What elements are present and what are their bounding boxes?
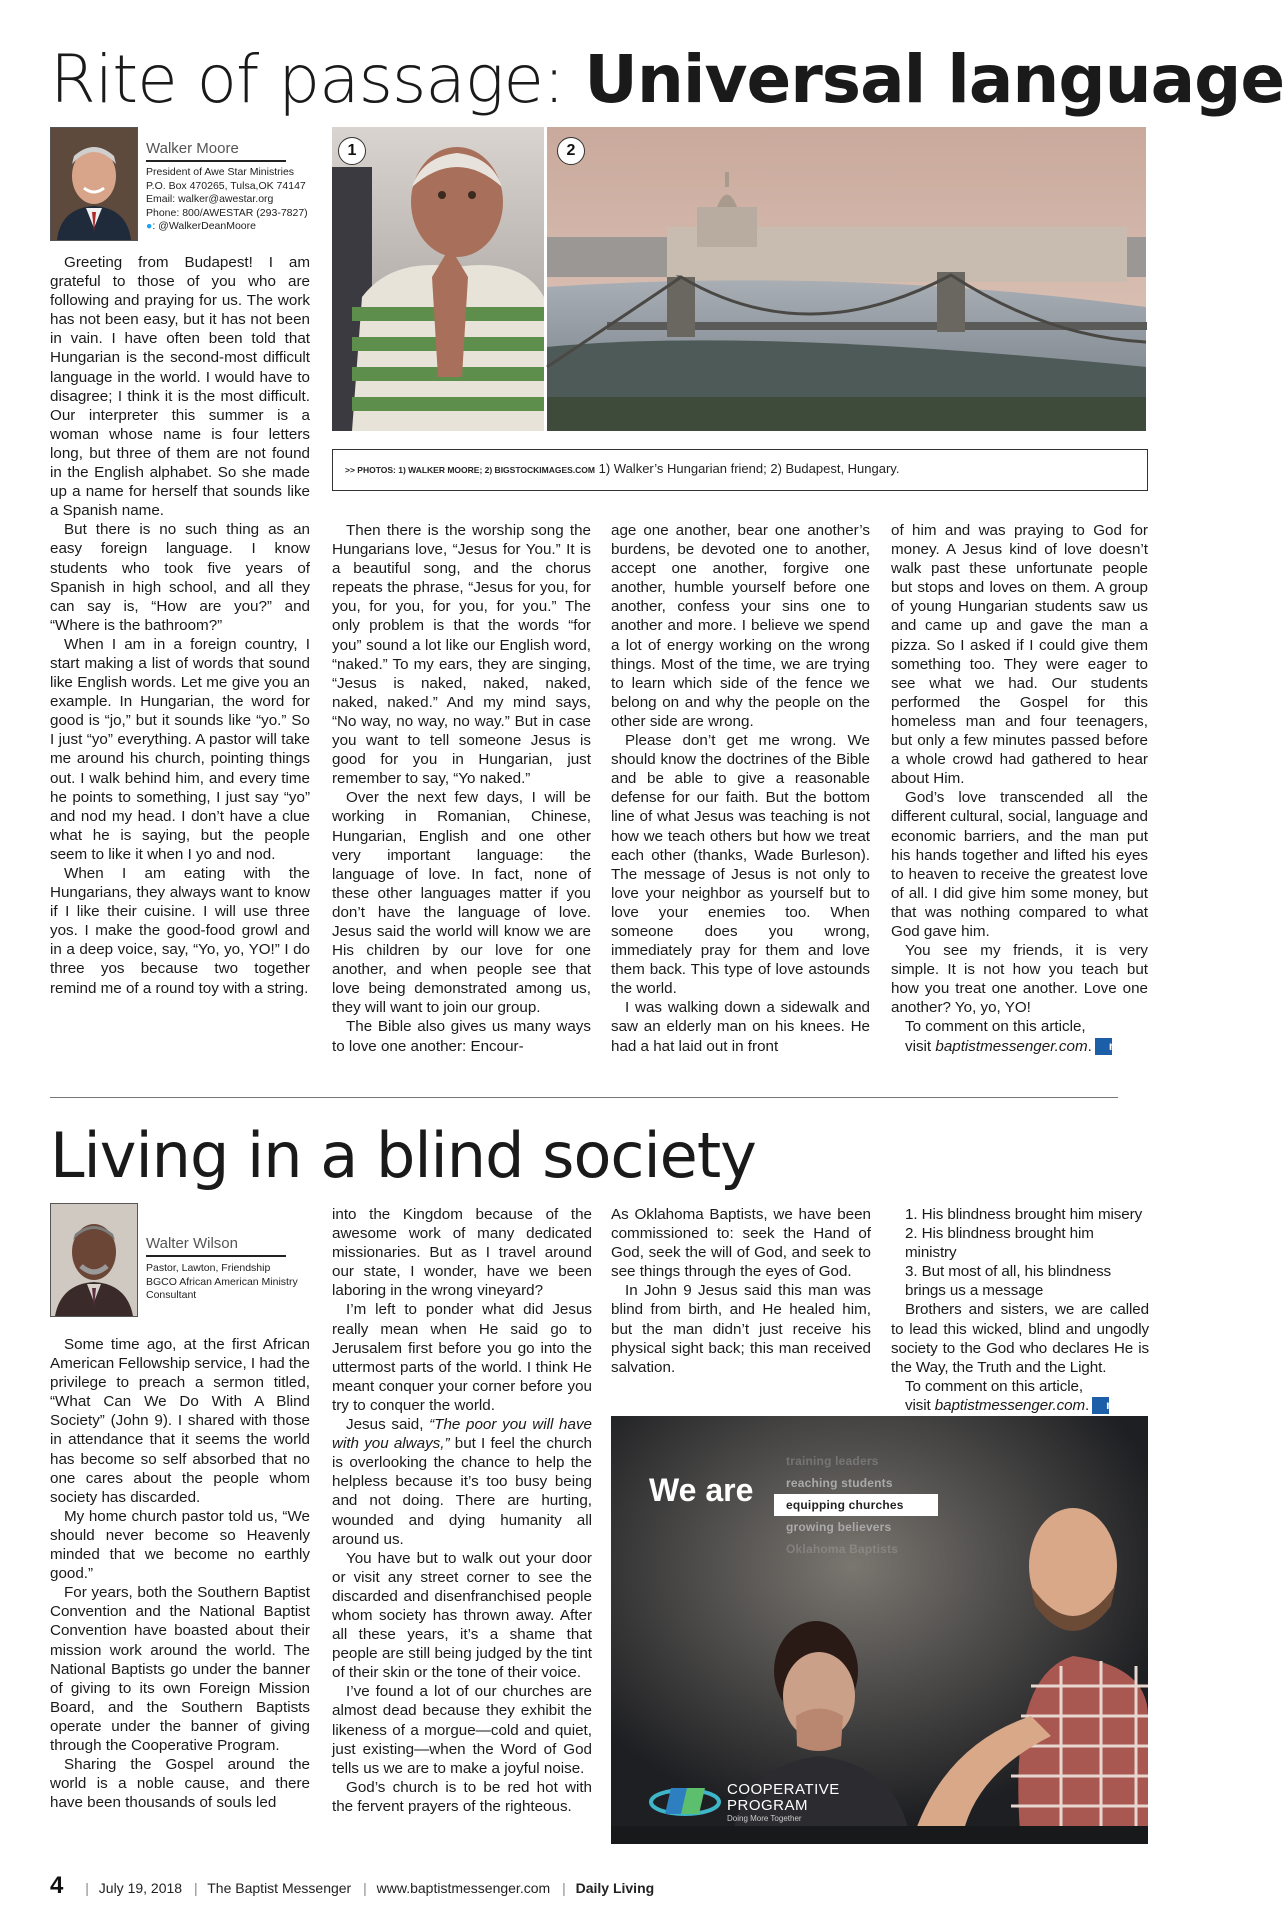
paragraph: You have but to walk out your door or visit any street corner to see the discarded and disenfranchised people whom society has thrown away. After all these years, it’s a shame that people are still being judged by the tint of their skin or the tone of their voice.	[332, 1549, 592, 1682]
photo-budapest	[547, 127, 1146, 431]
headline-bold: Universal language	[584, 41, 1284, 118]
author-photo-walker-moore	[50, 127, 138, 241]
photo-badge-2: 2	[557, 137, 585, 165]
article2-col2	[332, 1205, 592, 1816]
cp-logo-line1: COOPERATIVE	[727, 1781, 840, 1798]
ad-headline: We are	[649, 1472, 754, 1508]
paragraph: Greeting from Budapest! I am grateful to those of you who are following and praying for us. The work has not been easy, but it has not been in vain. I have often been told that Hungarian is the second-most difficult language in the world. I would have to disagree; I think it is the most difficult. Our interpreter this summer is a woman whose name is four letters long, but three of them are not found in the English alphabet. So she made up a name for herself that sounds like a Spanish name.	[50, 254, 310, 520]
paragraph: I’ve found a lot of our churches are almost dead because they exhibit the likeness of a morgue—cold and quiet, just existing—when the Word of God tells us we are to make a joyful noise.	[332, 1683, 592, 1777]
paragraph: I’m left to ponder what did Jesus really mean when He said go to Jerusalem first before you go into the uttermost parts of the world. I think He meant conquer your corner before you try to conquer the world.	[332, 1301, 592, 1414]
author-address: P.O. Box 470265, Tulsa,OK 74147	[146, 179, 306, 192]
article1-col1	[50, 253, 310, 998]
paragraph: In John 9 Jesus said this man was blind from birth, and He healed him, but the man didn’t just receive his physical sight back; this man received salvation.	[611, 1282, 871, 1376]
footer-website[interactable]: www.baptistmessenger.com	[376, 1880, 551, 1896]
comment-link: visit baptistmessenger.com. m	[905, 1396, 1117, 1414]
paragraph: The Bible also gives us many ways to love one another: Encour-	[332, 1018, 591, 1055]
paragraph: As Oklahoma Baptists, we have been commissioned to: seek the Hand of God, seek the will of God, and seek to see things through the eyes of God.	[611, 1206, 871, 1281]
paragraph: When I am in a foreign country, I start making a list of words that sound like English words. Let me give you an example. In Hungarian, the word for good is “jo,” but it sounds like “yo.” So I just “yo” everything. A pastor will take me around his church, pointing things out. I walk behind him, and every time he points to something, I just say “yo” and nod my head. I don’t have a clue what he is saying, but the people seem to like it when I yo and nod.	[50, 635, 310, 863]
author-rule	[146, 1255, 286, 1257]
photo-caption	[332, 449, 1148, 491]
author-phone: Phone: 800/AWESTAR (293-7827)	[146, 206, 308, 219]
caption-credit: >> PHOTOS: 1) WALKER MOORE; 2) BIGSTOCKIMAGES.COM	[345, 465, 595, 475]
site-link[interactable]: baptistmessenger.com	[935, 1037, 1088, 1055]
article2-col4	[891, 1205, 1149, 1415]
blindness-list	[891, 1205, 1149, 1300]
paragraph: Please don’t get me wrong. We should know the doctrines of the Bible and be able to give a reasonable defense for our faith. But the bottom line of what Jesus was teaching is not how we teach others but how we treat each other (thanks, Wade Burleson). The message of Jesus is not only to love your neighbor as yourself but to love your enemies too. When someone does you wrong, immediately pray for them and love them back. This type of love astounds the world.	[611, 732, 870, 998]
article1-col2	[332, 521, 591, 1056]
article1-headline	[50, 40, 1284, 120]
paragraph: My home church pastor told us, “We should never become so Heavenly minded that we become no earthly good.”	[50, 1507, 310, 1583]
ad-item: Oklahoma Baptists	[786, 1542, 899, 1556]
paragraph: Over the next few days, I will be working in Romanian, Chinese, Hungarian, English and one other very important language: the language of love. In fact, none of these other languages matter if you don’t have the language of love. Jesus said the world will know we are His children by our love for one another, and when people see that love being demonstrated among us, they will want to join our group.	[332, 789, 591, 1017]
paragraph: Brothers and sisters, we are called to lead this wicked, blind and ungodly society to the God who declares He is the Way, the Truth and the Light.	[891, 1301, 1149, 1376]
paragraph: of him and was praying to God for money. A Jesus kind of love doesn’t walk past these unfortunate people but stops and loves on them. A group of young Hungarian students saw us and came up and gave the man a pizza. So I asked if I could give them something too. They were eager to see what we had. Our students performed the Gospel for this homeless man and four teenagers, but only a few minutes passed before a whole crowd had gathered to hear about Him.	[891, 522, 1148, 788]
cp-logo-tagline: Doing More Together	[727, 1814, 802, 1823]
paragraph: into the Kingdom because of the awesome work of many dedicated missionaries. But as I travel around our state, I wonder, have we been laboring in the wrong vineyard?	[332, 1206, 592, 1300]
list-item: 3. But most of all, his blindness brings us a message	[905, 1263, 1112, 1300]
cp-logo-line2: PROGRAM	[727, 1797, 809, 1814]
ad-menu	[774, 1450, 938, 1560]
comment-link: visit baptistmessenger.com. m	[905, 1037, 1120, 1055]
paragraph: I was walking down a sidewalk and saw an elderly man on his knees. He had a hat laid out in front	[611, 999, 870, 1055]
paragraph: God’s love transcended all the different cultural, social, language and economic barriers, and the man put his hands together and lifted his eyes to heaven to receive the greatest love of all. I did give him some money, but that was nothing compared to what God gave him.	[891, 789, 1148, 940]
author-info	[146, 1262, 298, 1303]
photo-badge-1: 1	[338, 137, 366, 165]
paragraph: God’s church is to be red hot with the fervent prayers of the righteous.	[332, 1778, 592, 1815]
page-number: 4	[50, 1872, 64, 1899]
paragraph: age one another, bear one another’s burdens, be devoted one to another, accept one another, forgive one another, humble yourself before one another, confess your sins one to another and more. I believe we spend a lot of energy working on the wrong things. Most of the time, we are trying to learn which side of the fence we belong on and why the people on the other side are wrong.	[611, 522, 870, 730]
author-role-2: Consultant	[146, 1289, 197, 1301]
author-role: BGCO African American Ministry	[146, 1275, 298, 1288]
messenger-logo-icon: m	[1092, 1397, 1109, 1414]
caption-text: 1) Walker’s Hungarian friend; 2) Budapest, Hungary.	[595, 461, 900, 476]
author-title: Pastor, Lawton, Friendship	[146, 1262, 271, 1274]
photo-hungarian-friend	[332, 127, 544, 431]
author-rule	[146, 160, 286, 162]
paragraph: For years, both the Southern Baptist Convention and the National Baptist Convention have boasted about their mission work around the world. The National Baptists go under the banner of giving to its own Foreign Mission Board, and the Southern Baptists operate under the banner of giving through the Cooperative Program.	[50, 1584, 310, 1754]
paragraph: Then there is the worship song the Hungarians love, “Jesus for You.” It is a beautiful song, and the chorus repeats the phrase, “Jesus for you, for you, for you, for you, for you.” The only problem is that the words “for you” sound a lot like our English word, “naked.” To my ears, they are singing, “Jesus is naked, naked, naked, naked, naked.” And my mind says, “No way, no way, no way.” But in case you want to tell someone Jesus is good for you in Hungarian, just remember to say, “Yo naked.”	[332, 522, 591, 788]
twitter-icon: ●	[146, 220, 153, 232]
page-footer: 4 | July 19, 2018 | The Baptist Messenger | www.baptistmessenger.com | Daily Living	[50, 1872, 655, 1899]
site-link[interactable]: baptistmessenger.com	[934, 1396, 1086, 1414]
ad-item: reaching students	[786, 1476, 893, 1490]
paragraph: But there is no such thing as an easy foreign language. I know students who took five years of Spanish in high school, and all they can say is, “How are you?” and “Where is the bathroom?”	[50, 521, 310, 634]
ad-item: training leaders	[786, 1454, 879, 1468]
author-name: Walker Moore	[146, 140, 239, 157]
paragraph: You see my friends, it is very simple. It is not how you teach but how you treat one another. Love one another? Yo, yo, YO!	[891, 942, 1148, 1017]
footer-section: Daily Living	[575, 1880, 655, 1896]
paragraph: When I am eating with the Hungarians, they always want to know if I like their cuisine. I will use three yos. I make the good-food growl and in a deep voice, say, “Yo, yo, YO!” I do three yos because two together remind me of a round toy with a string.	[50, 865, 310, 997]
article2-headline: Living in a blind society	[50, 1119, 756, 1192]
author-email: Email: walker@awestar.org	[146, 193, 274, 205]
headline-light: Rite of passage:	[50, 41, 585, 118]
author-title: President of Awe Star Ministries	[146, 166, 295, 178]
article1-col4	[891, 521, 1148, 1056]
paragraph: Sharing the Gospel around the world is a noble cause, and there have been thousands of souls led	[50, 1756, 310, 1812]
bible-quote: “The poor you will have with you always,”	[332, 1416, 592, 1453]
comment-prompt: To comment on this article,	[905, 1377, 1083, 1395]
author-photo-walter-wilson	[50, 1203, 138, 1317]
article2-col1	[50, 1335, 310, 1812]
ad-item-active: equipping churches	[774, 1494, 938, 1516]
author-name: Walter Wilson	[146, 1235, 238, 1252]
cooperative-program-ad[interactable]	[611, 1416, 1148, 1844]
article-separator	[50, 1097, 1118, 1098]
cp-logo-icon	[649, 1784, 721, 1818]
author-info	[146, 166, 308, 234]
ad-item: growing believers	[786, 1520, 892, 1534]
messenger-logo-icon: m	[1095, 1038, 1112, 1055]
paragraph: Jesus said, “The poor you will have with you always,” but I feel the church is overlooking the chance to help the helpless because it’s too busy being and not doing. There are hurting, wounded and dying humanity all around us.	[332, 1416, 592, 1548]
comment-prompt: To comment on this article,	[905, 1018, 1086, 1036]
list-item: 2. His blindness brought him ministry	[905, 1225, 1094, 1262]
paragraph: Some time ago, at the first African American Fellowship service, I had the privilege to preach a sermon titled, “What Can We Do With A Blind Society” (John 9). I shared with those in attendance that it seems the world has become so self absorbed that no one cares about the people whom society has discarded.	[50, 1336, 310, 1506]
footer-date: July 19, 2018	[98, 1880, 183, 1896]
author-twitter: ●: @WalkerDeanMoore	[146, 220, 256, 232]
article1-col3	[611, 521, 870, 1056]
footer-publication: The Baptist Messenger	[207, 1880, 352, 1896]
list-item: 1. His blindness brought him misery	[905, 1206, 1143, 1223]
article2-col3	[611, 1205, 871, 1377]
